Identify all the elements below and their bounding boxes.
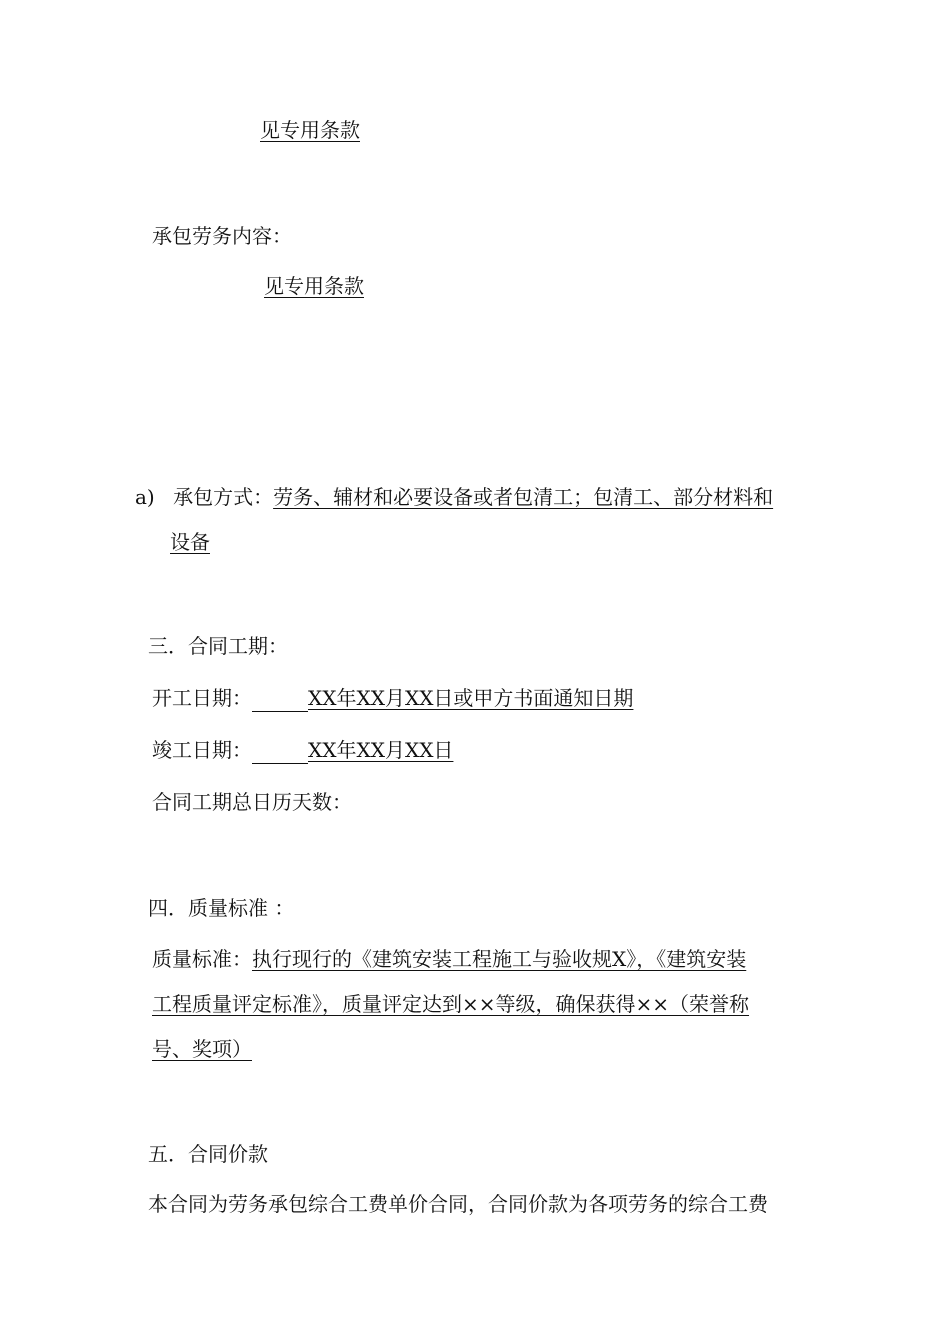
start-date-label: 开工日期： xyxy=(152,686,252,710)
labor-content-label: 承包劳务内容： xyxy=(152,224,292,248)
quality-standard-text-1: 执行现行的《建筑安装工程施工与验收规X》，《建筑安装 xyxy=(252,947,747,971)
contract-method-line xyxy=(135,483,773,511)
quality-standard-line1 xyxy=(152,945,746,973)
start-date-row xyxy=(152,684,633,712)
start-date-value: XX年XX月XX日或甲方书面通知日期 xyxy=(308,686,634,710)
total-days-label: 合同工期总日历天数： xyxy=(152,790,352,814)
end-date-label: 竣工日期： xyxy=(152,738,252,762)
contract-method-value: 劳务、辅材和必要设备或者包清工；包清工、部分材料和 xyxy=(273,485,774,509)
scope-reference: 见专用条款 xyxy=(260,118,360,142)
blank-line xyxy=(252,687,308,712)
contract-method-value-cont: 设备 xyxy=(170,530,210,554)
blank-line xyxy=(252,739,308,764)
quality-standard-text-2: 工程质量评定标准》，质量评定达到××等级，确保获得××（荣誉称 xyxy=(152,992,750,1016)
end-date-value: XX年XX月XX日 xyxy=(308,738,454,762)
labor-content-value: 见专用条款 xyxy=(264,274,364,298)
section-5-heading: 五．合同价款 xyxy=(148,1142,268,1166)
section-5-text: 本合同为劳务承包综合工费单价合同，合同价款为各项劳务的综合工费 xyxy=(148,1192,768,1216)
section-4-heading: 四．质量标准 ： xyxy=(148,896,295,920)
contract-method-label: 承包方式： xyxy=(173,485,274,509)
quality-standard-text-3: 号、奖项） xyxy=(152,1037,252,1061)
quality-standard-label: 质量标准： xyxy=(152,947,252,971)
list-marker: a) xyxy=(135,485,155,509)
end-date-row xyxy=(152,736,453,764)
section-3-heading: 三．合同工期： xyxy=(148,634,288,658)
